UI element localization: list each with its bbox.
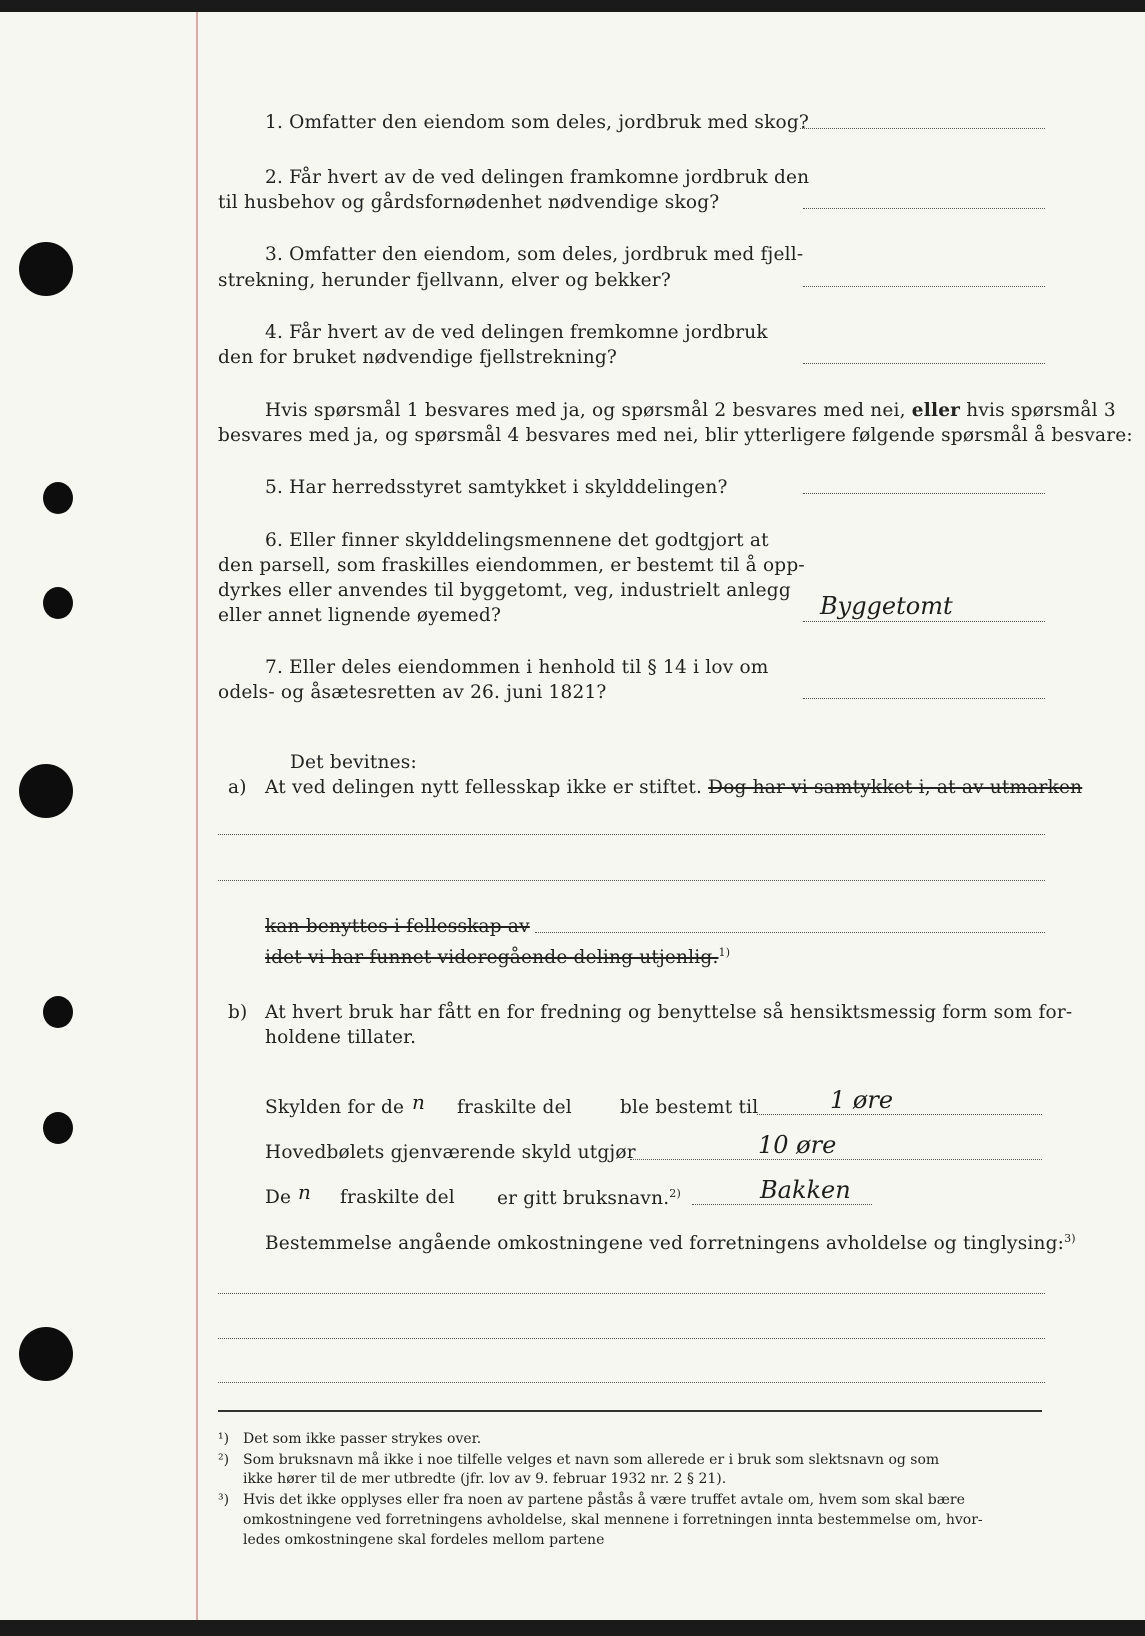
punch-hole (19, 242, 73, 296)
handwritten-n: n (412, 1090, 425, 1114)
handwritten-skyld-value: 1 øre (830, 1086, 894, 1114)
punch-hole (43, 482, 73, 514)
skyld-label: Skylden for de (265, 1097, 405, 1118)
bestemmelse-label (265, 1232, 1076, 1254)
footnote-separator (218, 1410, 1042, 1412)
punch-hole (19, 764, 73, 818)
hovedbol-label: Hovedbølets gjenværende skyld utgjør (265, 1142, 636, 1163)
margin-line (196, 12, 198, 1620)
bruksnavn-label: De (265, 1187, 292, 1208)
question-7-line-1: 7. Eller deles eiendommen i henhold til § 14 i lov om (265, 657, 769, 678)
skyld-mid-2: ble bestemt til (620, 1097, 759, 1118)
struck-line-3 (265, 946, 730, 968)
footnote-3-line-1: Hvis det ikke opplyses eller fra noen av partene påstås å være truffet avtale om, hvem som skal bære (243, 1492, 965, 1508)
struck-line-2: kan benyttes i fellesskap av (265, 916, 530, 937)
struck-line-3-text: idet vi har funnet videregående deling utjenlig. (265, 947, 719, 969)
answer-line-4 (803, 363, 1045, 364)
blank-line (218, 834, 1045, 835)
certification-a-label: a) (228, 777, 247, 798)
question-1: 1. Omfatter den eiendom som deles, jordbruk med skog? (265, 112, 810, 133)
blank-line (535, 932, 1045, 933)
question-6-line-3: dyrkes eller anvendes til byggetomt, veg, industrielt anlegg (218, 580, 791, 601)
blank-line (218, 1382, 1045, 1383)
condition-line-1 (265, 400, 1116, 421)
footnote-3-mark: ³) (218, 1492, 230, 1508)
question-7-line-2: odels- og åsætesretten av 26. juni 1821? (218, 682, 607, 703)
bruksnavn-mid-1: fraskilte del (340, 1187, 455, 1208)
certification-a-text: At ved delingen nytt fellesskap ikke er stiftet. (265, 777, 703, 798)
footnote-2-line-1: Som bruksnavn må ikke i noe tilfelle velges et navn som allerede er i bruk som slektsnavn og som (243, 1452, 940, 1468)
condition-text-a: Hvis spørsmål 1 besvares med ja, og spørsmål 2 besvares med nei, (265, 400, 906, 421)
punch-hole (19, 1327, 73, 1381)
handwritten-hovedbol-value: 10 øre (758, 1131, 837, 1159)
footnote-ref-1: 1) (718, 946, 731, 959)
footnote-3-line-3: ledes omkostningene skal fordeles mellom partene (243, 1532, 605, 1548)
punch-hole (43, 996, 73, 1028)
bruksnavn-mid-2 (497, 1187, 681, 1209)
footnote-3-line-2: omkostningene ved forretningens avholdelse, skal mennene i forretningen innta bestemmelse om, hvor- (243, 1512, 983, 1528)
answer-line-6 (803, 621, 1045, 622)
question-2-line-2: til husbehov og gårdsfornødenhet nødvendige skog? (218, 192, 720, 213)
bestemmelse-text: Bestemmelse angående omkostningene ved forretningens avholdelse og tinglysing: (265, 1233, 1065, 1255)
certification-heading: Det bevitnes: (290, 752, 417, 773)
certification-b-line-1: At hvert bruk har fått en for fredning og benyttelse så hensiktsmessig form som for- (265, 1002, 1073, 1023)
punch-hole (43, 1112, 73, 1144)
question-3-line-2: strekning, herunder fjellvann, elver og bekker? (218, 270, 671, 291)
punch-hole (43, 587, 73, 619)
bruksnavn-mid-2-text: er gitt bruksnavn. (497, 1188, 670, 1210)
certification-a-line (265, 777, 1082, 798)
bruksnavn-line (692, 1204, 872, 1205)
blank-line (218, 1338, 1045, 1339)
footnote-2-mark: ²) (218, 1452, 230, 1468)
document-page (0, 12, 1145, 1620)
footnote-ref-3: 3) (1064, 1232, 1076, 1245)
condition-text-b: hvis spørsmål 3 (966, 400, 1116, 421)
footnote-1-mark: ¹) (218, 1431, 230, 1447)
hovedbol-line (630, 1159, 1042, 1160)
question-4-line-1: 4. Får hvert av de ved delingen fremkomne jordbruk (265, 322, 768, 343)
question-5: 5. Har herredsstyret samtykket i skylddelingen? (265, 477, 728, 498)
footnote-ref-2: 2) (669, 1187, 681, 1200)
question-6-line-1: 6. Eller finner skylddelingsmennene det godtgjort at (265, 530, 769, 551)
blank-line (218, 880, 1045, 881)
answer-line-7 (803, 698, 1045, 699)
condition-line-2: besvares med ja, og spørsmål 4 besvares med nei, blir ytterligere følgende spørsmål å besvare: (218, 425, 1133, 446)
answer-line-1 (800, 128, 1045, 129)
certification-b-line-2: holdene tillater. (265, 1027, 417, 1048)
handwritten-bruksnavn: Bakken (760, 1176, 851, 1204)
handwritten-n: n (298, 1180, 311, 1204)
blank-line (218, 1293, 1045, 1294)
skyld-mid-1: fraskilte del (457, 1097, 572, 1118)
footnote-1: Det som ikke passer strykes over. (243, 1431, 482, 1447)
condition-bold-eller: eller (911, 400, 961, 421)
footnote-2-line-2: ikke hører til de mer utbredte (jfr. lov av 9. februar 1932 nr. 2 § 21). (243, 1471, 727, 1487)
question-3-line-1: 3. Omfatter den eiendom, som deles, jordbruk med fjell- (265, 244, 804, 265)
answer-line-5 (803, 493, 1045, 494)
certification-b-label: b) (228, 1002, 248, 1023)
answer-line-3 (803, 286, 1045, 287)
question-6-line-2: den parsell, som fraskilles eiendommen, er bestemt til å opp- (218, 555, 805, 576)
question-6-line-4: eller annet lignende øyemed? (218, 605, 502, 626)
skyld-line (757, 1114, 1042, 1115)
answer-line-2 (803, 208, 1045, 209)
question-2-line-1: 2. Får hvert av de ved delingen framkomne jordbruk den (265, 167, 810, 188)
handwritten-answer-6: Byggetomt (820, 592, 953, 620)
certification-a-struck-text: Dog har vi samtykket i, at av utmarken (708, 777, 1083, 798)
question-4-line-2: den for bruket nødvendige fjellstrekning? (218, 347, 618, 368)
